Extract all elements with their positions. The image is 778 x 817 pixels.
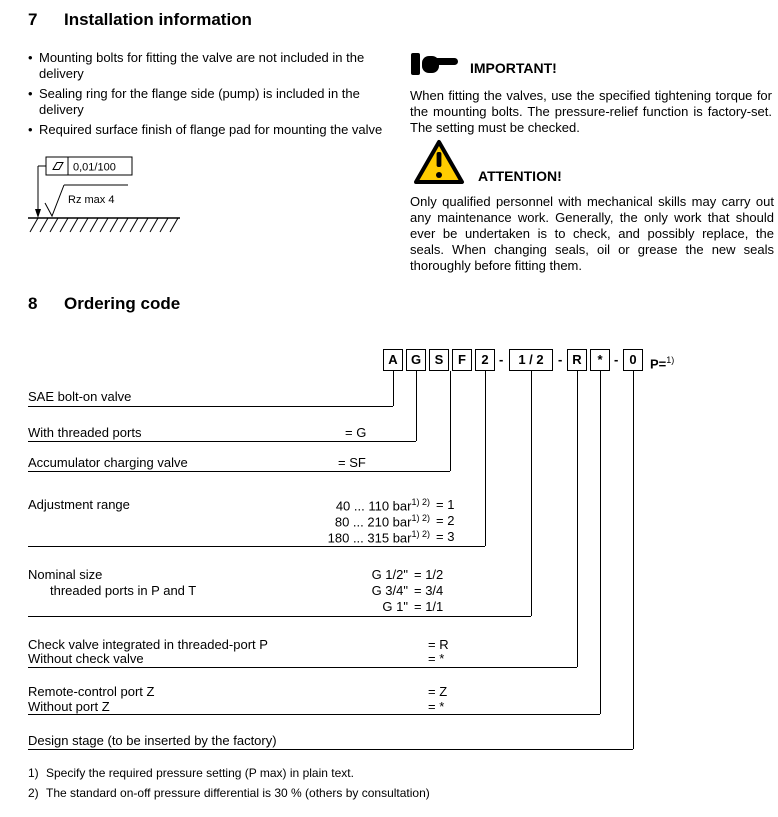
row-code-without-port: = * <box>428 699 445 714</box>
code-box-g: G <box>406 349 426 371</box>
connector-line <box>416 371 417 441</box>
section7-title: Installation information <box>64 10 252 29</box>
option-size-12: G 1/2" <box>371 567 408 582</box>
row-code-threaded-ports: = G <box>345 425 367 440</box>
option-text: 80 ... 210 bar <box>334 514 412 530</box>
bullet-text: Mounting bolts for fitting the valve are not included in the delivery <box>39 50 365 81</box>
option-code-size-11: = 1/1 <box>414 599 444 614</box>
option-range-3 <box>150 529 430 545</box>
row-underline <box>28 441 416 442</box>
option-code-range-2: = 2 <box>436 513 455 528</box>
bullet-text: Sealing ring for the flange side (pump) is included in the delivery <box>39 86 360 117</box>
row-underline <box>28 667 577 668</box>
flatness-value: 0,01/100 <box>73 161 116 174</box>
option-code-range-3: = 3 <box>436 529 455 544</box>
section8-number: 8 <box>28 294 38 313</box>
footnote-ref: 1) 2) <box>411 529 430 539</box>
important-body: When fitting the valves, use the specified tightening torque for the mounting bolts. The pressure-relief function is factory-set. The setting must be checked. <box>410 88 772 135</box>
option-range-2 <box>150 513 430 529</box>
code-box-checkvalve: R <box>567 349 587 371</box>
option-range-1 <box>150 497 430 513</box>
section8-title: Ordering code <box>64 294 181 313</box>
bullet-item-sealing-ring <box>28 86 384 118</box>
row-label-adjustment-range: Adjustment range <box>28 497 130 512</box>
connector-line <box>450 371 451 471</box>
code-dash: - <box>499 352 504 367</box>
row-label-sae: SAE bolt-on valve <box>28 389 132 404</box>
footnote-marker: 2) <box>28 786 39 800</box>
connector-line <box>531 371 532 616</box>
row-underline <box>28 471 450 472</box>
option-code-range-1: = 1 <box>436 497 455 512</box>
row-sublabel-nominal-size: threaded ports in P and T <box>50 583 197 598</box>
code-box-design: 0 <box>623 349 643 371</box>
row-underline <box>28 749 633 750</box>
option-text: 40 ... 110 bar <box>335 498 412 514</box>
roughness-value: Rz max 4 <box>68 194 115 206</box>
row-underline <box>28 714 600 715</box>
bullet-item-surface-finish <box>28 122 384 138</box>
connector-line <box>633 371 634 749</box>
installation-bullet-list <box>28 50 384 142</box>
row-code-remote-port: = Z <box>428 684 448 699</box>
footnote-2 <box>28 786 39 800</box>
code-box-range: 2 <box>475 349 495 371</box>
row-label-accumulator: Accumulator charging valve <box>28 455 188 470</box>
connector-line <box>577 371 578 667</box>
code-dash: - <box>558 352 563 367</box>
code-suffix-text: P= <box>650 356 667 372</box>
code-box-f: F <box>452 349 472 371</box>
footnote-2-text: The standard on-off pressure differential is 30 % (others by consultation) <box>46 786 430 800</box>
row-label-threaded-ports: With threaded ports <box>28 425 142 440</box>
attention-heading: ATTENTION! <box>478 168 562 184</box>
connector-line <box>600 371 601 714</box>
footnote-marker: 1) <box>28 766 39 780</box>
row-code-accumulator: = SF <box>338 455 366 470</box>
important-heading: IMPORTANT! <box>470 60 557 76</box>
option-text: 180 ... 315 bar <box>327 530 412 546</box>
row-label-remote-port: Remote-control port Z <box>28 684 155 699</box>
roughness-symbol-icon <box>45 185 64 216</box>
bullet-item-mounting-bolts <box>28 50 384 82</box>
ordering-code-diagram <box>0 345 778 765</box>
code-box-size: 1 / 2 <box>509 349 553 371</box>
code-box-s: S <box>429 349 449 371</box>
row-label-without-port: Without port Z <box>28 699 110 714</box>
option-size-34: G 3/4" <box>371 583 408 598</box>
code-suffix <box>650 349 674 375</box>
row-code-without-check-valve: = * <box>428 651 445 666</box>
code-box-remoteport: * <box>590 349 610 371</box>
footnote-ref: 1) 2) <box>411 497 430 507</box>
pointing-hand-icon <box>410 50 460 78</box>
option-code-size-12: = 1/2 <box>414 567 444 582</box>
footnote-ref: 1) 2) <box>411 513 430 523</box>
row-underline <box>28 616 531 617</box>
option-size-11: G 1" <box>382 599 408 614</box>
option-code-size-34: = 3/4 <box>414 583 444 598</box>
footnote-ref: 1) <box>666 355 675 365</box>
surface-hatch <box>30 218 178 232</box>
connector-line <box>393 371 394 406</box>
row-underline <box>28 546 485 547</box>
row-label-design-stage: Design stage (to be inserted by the factory) <box>28 733 277 748</box>
footnote-1-text: Specify the required pressure setting (P max) in plain text. <box>46 766 354 780</box>
surface-finish-drawing <box>28 156 258 244</box>
footnote-1 <box>28 766 39 780</box>
section7-number: 7 <box>28 10 38 29</box>
row-label-without-check-valve: Without check valve <box>28 651 144 666</box>
code-box-a: A <box>383 349 403 371</box>
row-code-check-valve: = R <box>428 637 449 652</box>
row-label-check-valve: Check valve integrated in threaded-port P <box>28 637 268 652</box>
row-label-nominal-size: Nominal size <box>28 567 103 582</box>
connector-line <box>485 371 486 546</box>
bullet-text: Required surface finish of flange pad for mounting the valve <box>39 122 383 137</box>
warning-triangle-icon <box>412 138 466 186</box>
row-underline <box>28 406 393 407</box>
attention-body: Only qualified personnel with mechanical skills may carry out any maintenance work. Generally, the only work that should ever be undertaken is to check, and possibly replace, the seals. When changing seals, oil or grease the new seals thoroughly before fitting them. <box>410 194 774 273</box>
leader-arrow <box>35 209 41 218</box>
code-dash: - <box>614 352 619 367</box>
